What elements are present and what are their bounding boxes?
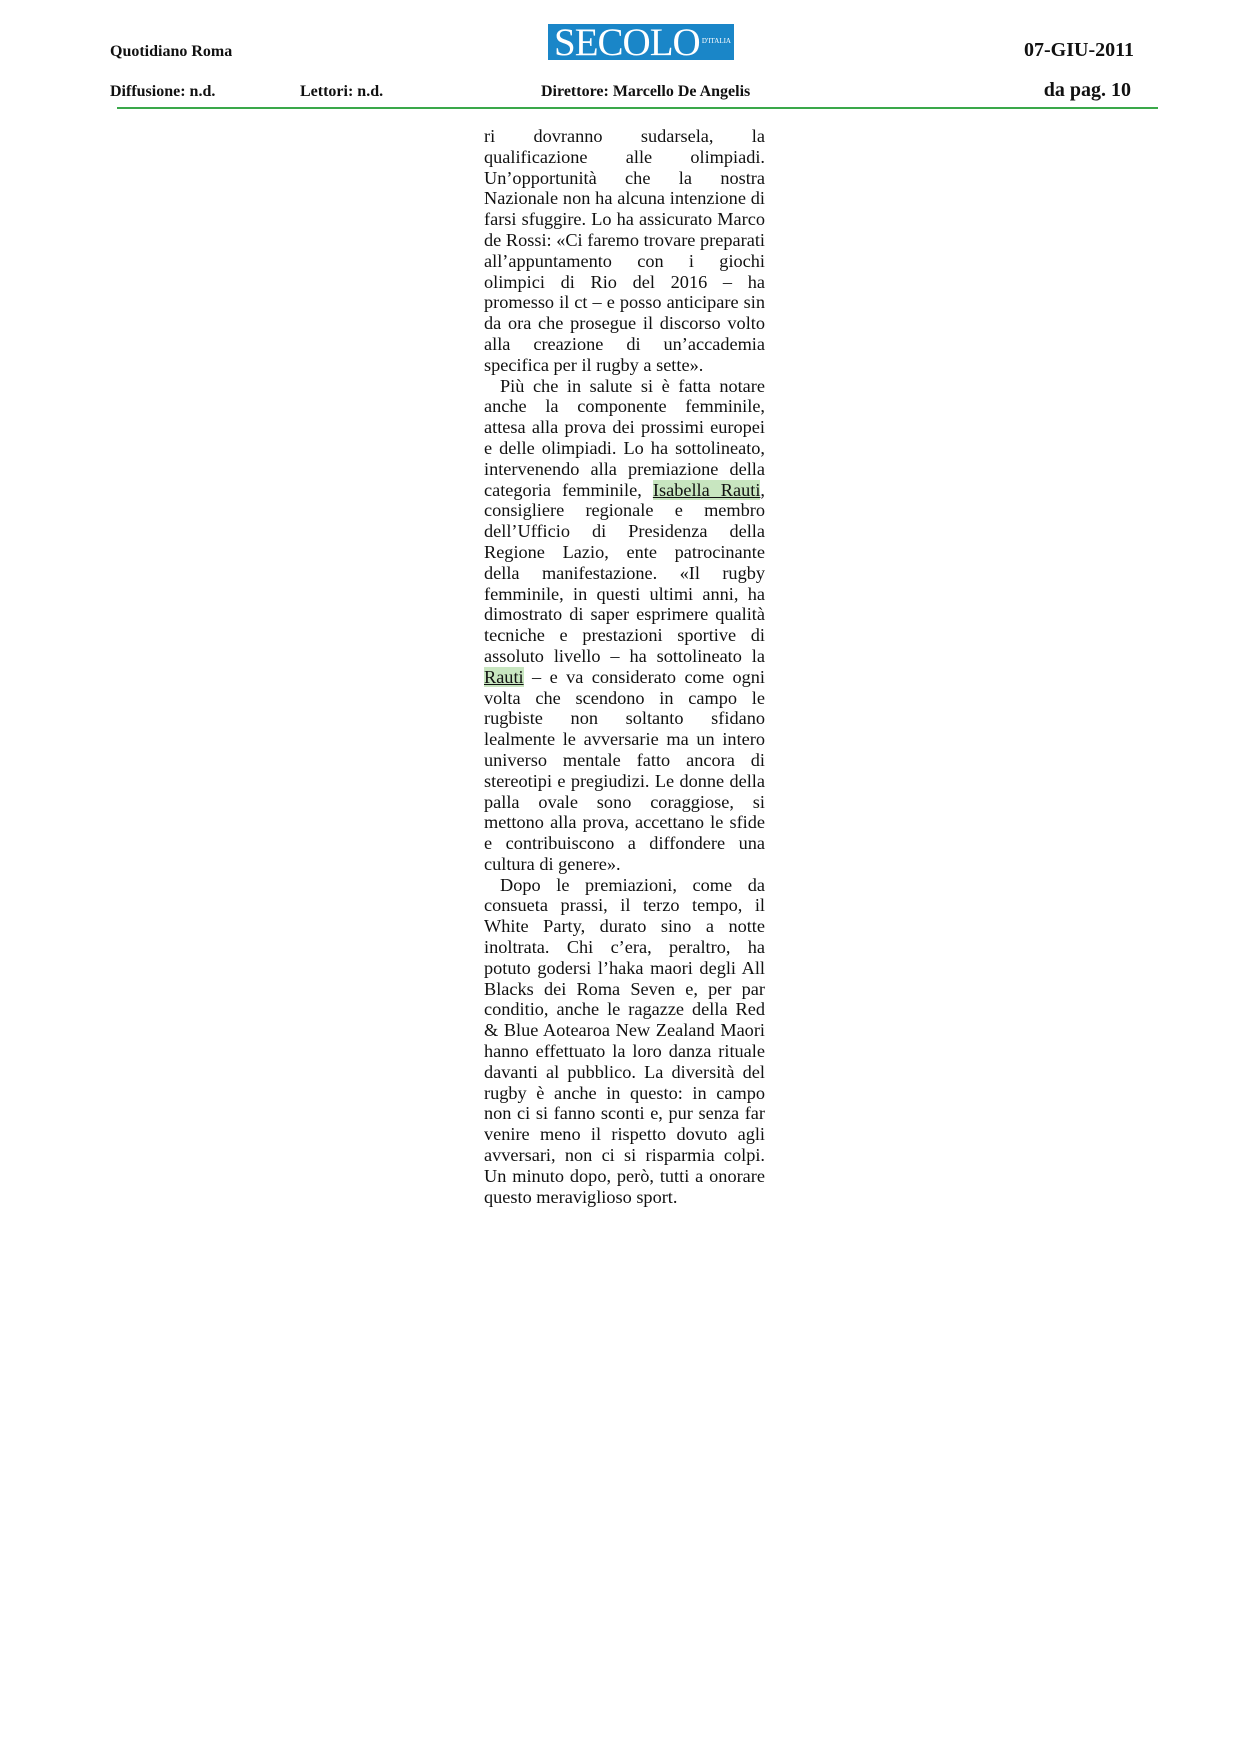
newspaper-logo xyxy=(548,24,734,60)
paragraph-2-text-c: – e va considerato come ogni volta che scendono in campo le rugbiste non soltanto sfidano lealmente le avversarie ma un intero universo mentale fatto ancora di stereotipi e pregiudizi. Le donne della palla ovale sono coraggiose, si mettono alla prova, accettano le sfide e contribuiscono a diffondere una cultura di genere». xyxy=(484,666,765,874)
direttore-label: Direttore: Marcello De Angelis xyxy=(541,83,751,100)
article-column xyxy=(484,126,765,1207)
article-paragraph-3: Dopo le premiazioni, come da consueta prassi, il terzo tempo, il White Party, durato sino a notte inoltrata. Chi c’era, peraltro, ha potuto godersi l’haka maori degli All Blacks dei Roma Seven e, per par conditio, anche le ragazze della Red & Blue Aotearoa New Zealand Maori hanno effettuato la loro danza rituale davanti al pubblico. La diversità del rugby è anche in questo: in campo non ci si fanno sconti e, pur senza far venire meno il rispetto dovuto agli avversari, non ci si risparmia colpi. Un minuto dopo, però, tutti a onorare questo meraviglioso sport. xyxy=(484,874,765,1207)
highlighted-name: Isabella Rauti xyxy=(652,479,761,500)
lettori-label: Lettori: n.d. xyxy=(300,83,384,100)
article-paragraph-2 xyxy=(484,376,765,875)
publication-label: Quotidiano Roma xyxy=(110,43,233,60)
logo-subtext: D'ITALIA xyxy=(701,37,731,45)
paragraph-2-text-b: , consigliere regionale e membro dell’Ufficio di Presidenza della Regione Lazio, ente patrocinante della manifestazione. «Il rugby femminile, in questi ultimi anni, ha dimostrato di saper esprimere qualità tecniche e prestazioni sportive di assoluto livello – ha sottolineato la xyxy=(484,479,765,666)
issue-date: 07-GIU-2011 xyxy=(1024,39,1134,61)
diffusione-label: Diffusione: n.d. xyxy=(110,83,216,100)
page-reference: da pag. 10 xyxy=(1043,79,1131,101)
paragraph-2-text-a: Più che in salute si è fatta notare anche la componente femminile, attesa alla prova dei prossimi europei e delle olimpiadi. Lo ha sottolineato, intervenendo alla premiazione della categoria femminile, xyxy=(484,375,765,500)
article-paragraph-1: ri dovranno sudarsela, la qualificazione alle olimpiadi. Un’opportunità che la nostra Nazionale non ha alcuna intenzione di farsi sfuggire. Lo ha assicurato Marco de Rossi: «Ci faremo trovare preparati all’appuntamento con i giochi olimpici di Rio del 2016 – ha promesso il ct – e posso anticipare sin da ora che prosegue il discorso volto alla creazione di un’accademia specifica per il rugby a sette». xyxy=(484,126,765,375)
logo-text: SECOLO xyxy=(554,24,700,60)
highlighted-name: Rauti xyxy=(484,666,524,687)
header-rule xyxy=(117,107,1158,109)
